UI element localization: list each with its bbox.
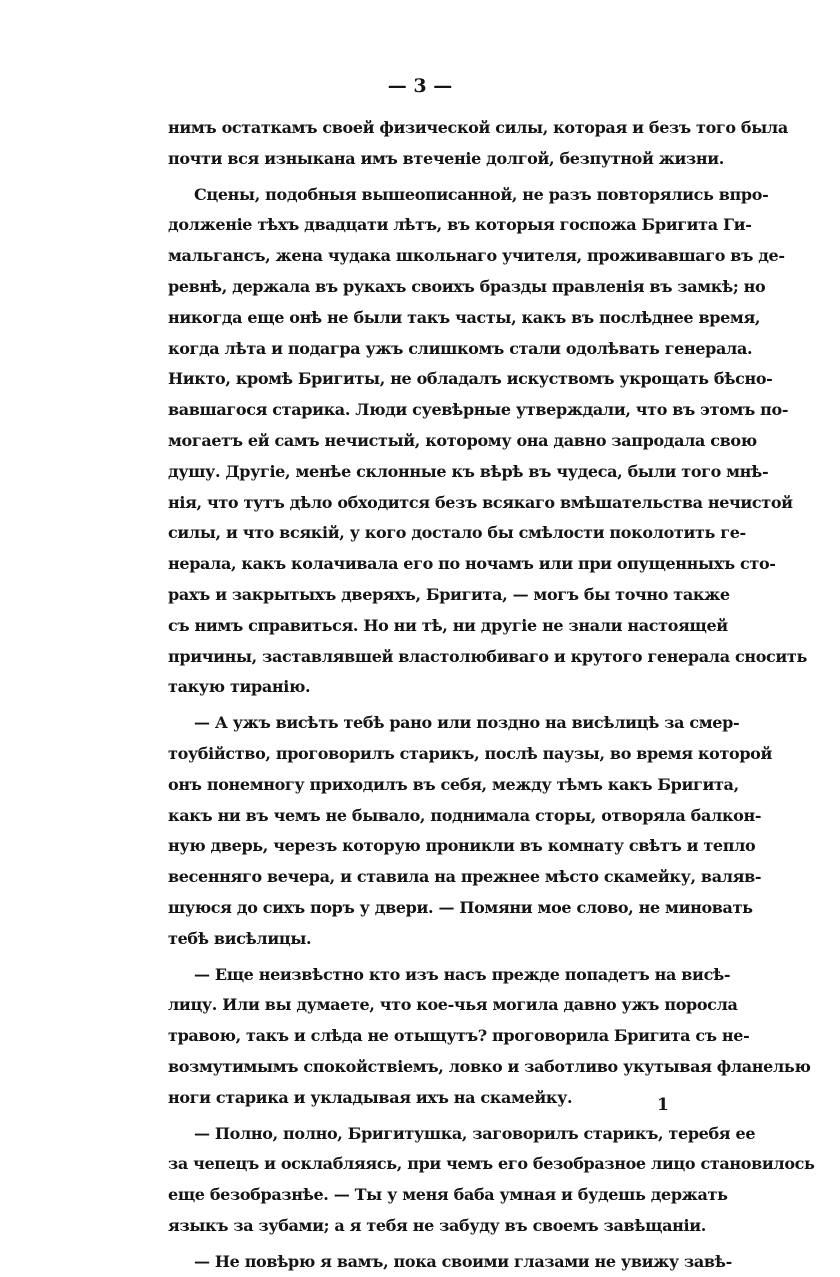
body-text [168,113,815,1277]
text-line: рахъ и закрытыхъ дверяхъ, Бригита, — могъ бы точно также [168,584,730,604]
text-line: какъ ни въ чемъ не бывало, поднимала сторы, отворяла балкон- [168,805,762,825]
paragraph [168,708,773,954]
text-line: онъ понемногу приходилъ въ себя, между тѣмъ какъ Бригита, [168,774,739,794]
text-line: еще безобразнѣе. — Ты у меня баба умная и будешь держать [168,1185,728,1205]
text-line: причины, заставлявшей властолюбиваго и крутого генерала сносить [168,646,807,666]
text-line: долженіе тѣхъ двадцати лѣтъ, въ которыя госпожа Бригита Ги- [168,215,752,235]
text-line: когда лѣта и подагра ужъ слишкомъ стали одолѣвать генерала. [168,338,753,358]
text-line: — Еще неизвѣстно кто изъ насъ прежде попадетъ на висѣ- [194,964,731,984]
text-line: — А ужъ висѣть тебѣ рано или поздно на висѣлицѣ за смер- [194,713,740,733]
text-line: мальгансъ, жена чудака школьнаго учителя, проживавшаго въ де- [168,246,785,266]
text-line: за чепецъ и осклабляясь, при чемъ его безобразное лицо становилось [168,1154,815,1174]
page-number: — 3 — [387,75,453,97]
text-line: нерала, какъ колачивала его по ночамъ или при опущенныхъ сто- [168,554,776,574]
text-line: травою, такъ и слѣда не отыщутъ? проговорила Бригита съ не- [168,1026,750,1046]
text-line: тебѣ висѣлицы. [168,928,312,948]
text-line: — Не повѣрю я вамъ, пока своими глазами не увижу завѣ- [194,1251,732,1271]
text-line: Никто, кромѣ Бригиты, не обладалъ искуствомъ укрощать бѣсно- [168,369,773,389]
text-line: тоубійство, проговорилъ старикъ, послѣ паузы, во время которой [168,743,773,763]
text-line: шуюся до сихъ поръ у двери. — Помяни мое слово, не миновать [168,897,753,917]
text-line: могаетъ ей самъ нечистый, которому она давно запродала свою [168,430,757,450]
text-line: ную дверь, черезъ которую проникли въ комнату свѣтъ и тепло [168,836,756,856]
paragraph [168,1247,732,1277]
paragraph [168,960,811,1114]
text-line: почти вся изныкана имъ втеченіе долгой, безпутной жизни. [168,148,724,168]
text-line: возмутимымъ спокойствіемъ, ловко и заботливо укутывая фланелью [168,1056,811,1076]
text-line: нія, что тутъ дѣло обходится безъ всякаго вмѣшательства нечистой [168,492,793,512]
text-line: Сцены, подобныя вышеописанной, не разъ повторялись впро- [194,184,769,204]
text-line: лицу. Или вы думаете, что кое-чья могила давно ужъ поросла [168,995,738,1015]
text-line: весенняго вечера, и ставила на прежнее мѣсто скамейку, валяв- [168,867,762,887]
text-line: нимъ остаткамъ своей физической силы, которая и безъ того была [168,118,788,137]
text-line: ноги старика и укладывая ихъ на скамейку. [168,1087,573,1107]
text-line: — Полно, полно, Бригитушка, заговорилъ старикъ, теребя ее [194,1123,756,1143]
signature-mark: 1 [657,1095,669,1115]
text-line: вавшагося старика. Люди суевѣрные утверждали, что въ этомъ по- [168,400,789,420]
paragraph [168,1119,815,1242]
text-line: душу. Другіе, менѣе склонные къ вѣрѣ въ чудеса, были того мнѣ- [168,461,769,481]
text-line: языкъ за зубами; а я тебя не забуду въ своемъ завѣщаніи. [168,1215,706,1235]
paragraph [168,180,807,704]
text-line: никогда еще онѣ не были такъ часты, какъ въ послѣднее время, [168,307,761,327]
text-line: силы, и что всякій, у кого достало бы смѣлости поколотить ге- [168,523,746,543]
text-line: съ нимъ справиться. Но ни тѣ, ни другіе не знали настоящей [168,615,728,635]
text-line: ревнѣ, держала въ рукахъ своихъ бразды правленія въ замкѣ; но [168,276,766,296]
paragraph [168,113,788,175]
text-line: такую тиранію. [168,677,311,697]
